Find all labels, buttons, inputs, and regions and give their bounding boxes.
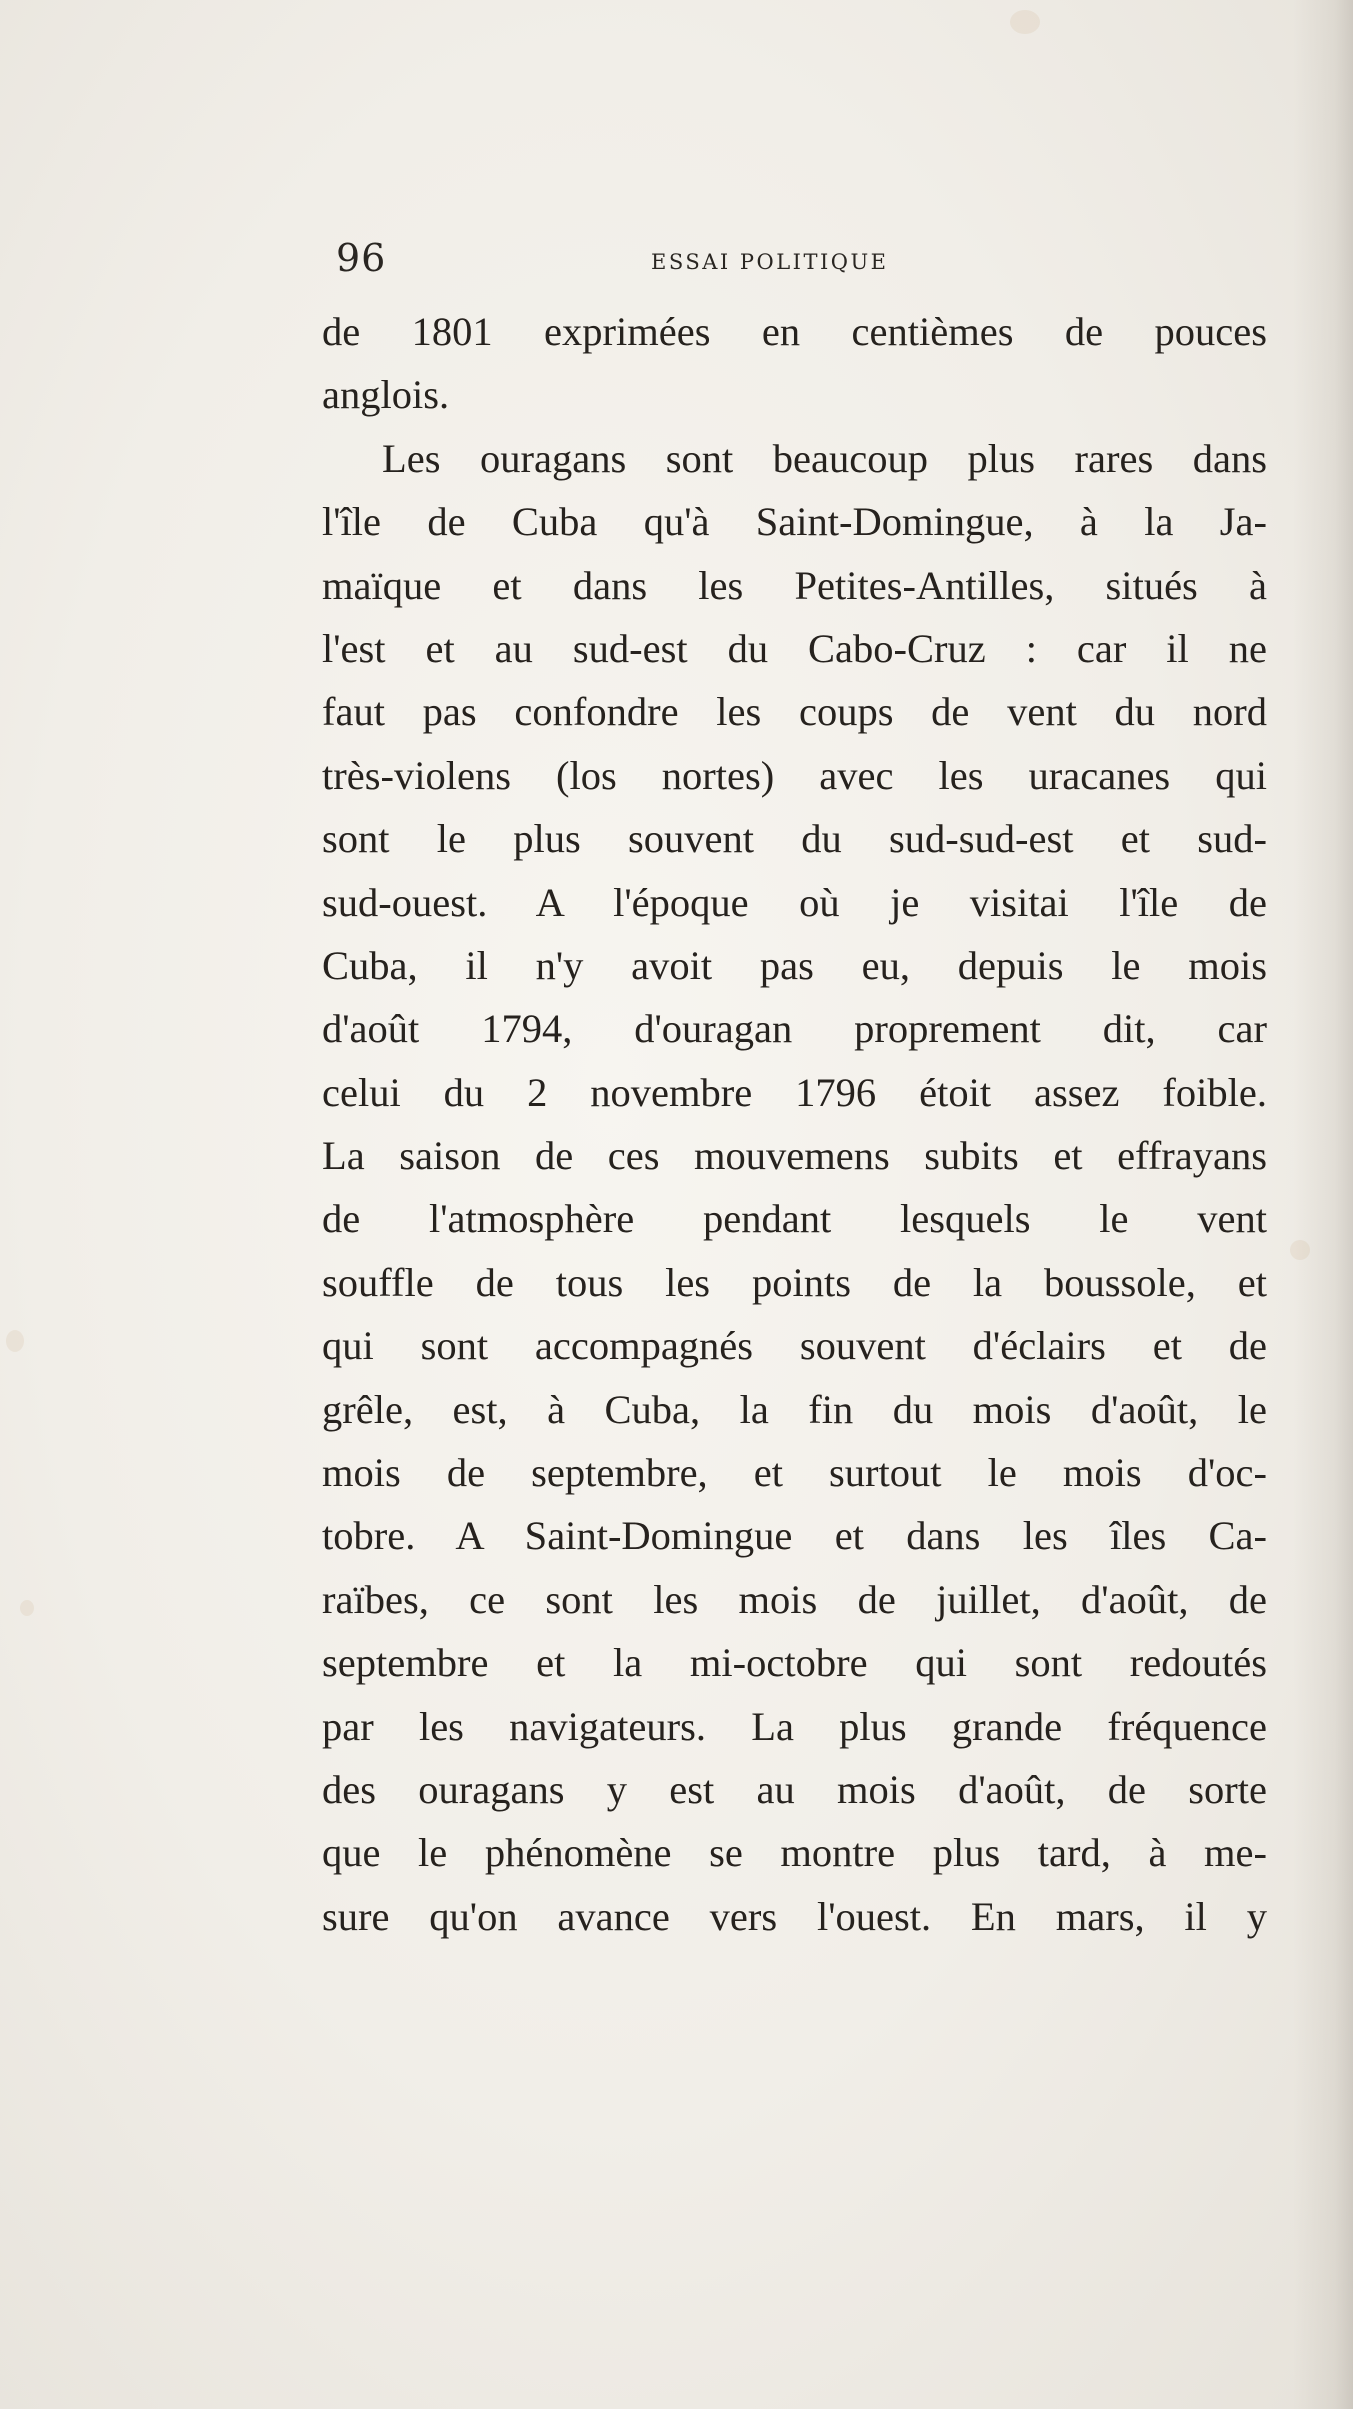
text-line: mois de septembre, et surtout le mois d'oc- (322, 1450, 1267, 1496)
running-title: ESSAI POLITIQUE (651, 250, 889, 274)
text-line: Les ouragans sont beaucoup plus rares dans (382, 435, 1267, 481)
text-line: raïbes, ce sont les mois de juillet, d'août, de (322, 1576, 1267, 1622)
page-number: 96 (336, 236, 387, 280)
text-line: l'île de Cuba qu'à Saint-Domingue, à la Ja- (322, 499, 1267, 545)
text-line: d'août 1794, d'ouragan proprement dit, car (322, 1006, 1267, 1052)
running-header (336, 236, 956, 296)
text-line: anglois. (322, 372, 450, 418)
foxing-spot (1290, 1240, 1310, 1260)
body-text (322, 300, 1267, 1948)
text-line: par les navigateurs. La plus grande fréquence (322, 1703, 1267, 1749)
text-line: faut pas confondre les coups de vent du nord (322, 689, 1267, 735)
text-line: de l'atmosphère pendant lesquels le vent (322, 1196, 1267, 1242)
text-line: Cuba, il n'y avoit pas eu, depuis le mois (322, 942, 1267, 988)
text-line: maïque et dans les Petites-Antilles, situés à (322, 562, 1267, 608)
text-line: des ouragans y est au mois d'août, de sorte (322, 1766, 1267, 1812)
text-line: grêle, est, à Cuba, la fin du mois d'août, le (322, 1386, 1267, 1432)
foxing-spot (1010, 10, 1040, 34)
text-line: qui sont accompagnés souvent d'éclairs et de (322, 1323, 1267, 1369)
text-line: de 1801 exprimées en centièmes de pouces (322, 309, 1267, 354)
gutter-shadow (1293, 0, 1353, 2409)
text-line: La saison de ces mouvemens subits et effrayans (322, 1133, 1267, 1179)
text-line: septembre et la mi-octobre qui sont redoutés (322, 1640, 1267, 1686)
text-line: l'est et au sud-est du Cabo-Cruz : car il ne (322, 625, 1267, 671)
text-line: souffle de tous les points de la boussole, et (322, 1259, 1267, 1305)
text-line: tobre. A Saint-Domingue et dans les îles Ca- (322, 1513, 1267, 1559)
text-line: que le phénomène se montre plus tard, à me- (322, 1830, 1267, 1876)
text-line: sure qu'on avance vers l'ouest. En mars, il y (322, 1893, 1267, 1939)
foxing-spot (20, 1600, 34, 1616)
text-line: très-violens (los nortes) avec les uracanes qui (322, 752, 1267, 798)
text-line: sont le plus souvent du sud-sud-est et sud- (322, 816, 1267, 862)
text-line: sud-ouest. A l'époque où je visitai l'île de (322, 879, 1267, 925)
foxing-spot (6, 1330, 24, 1352)
text-line: celui du 2 novembre 1796 étoit assez foible. (322, 1069, 1267, 1115)
